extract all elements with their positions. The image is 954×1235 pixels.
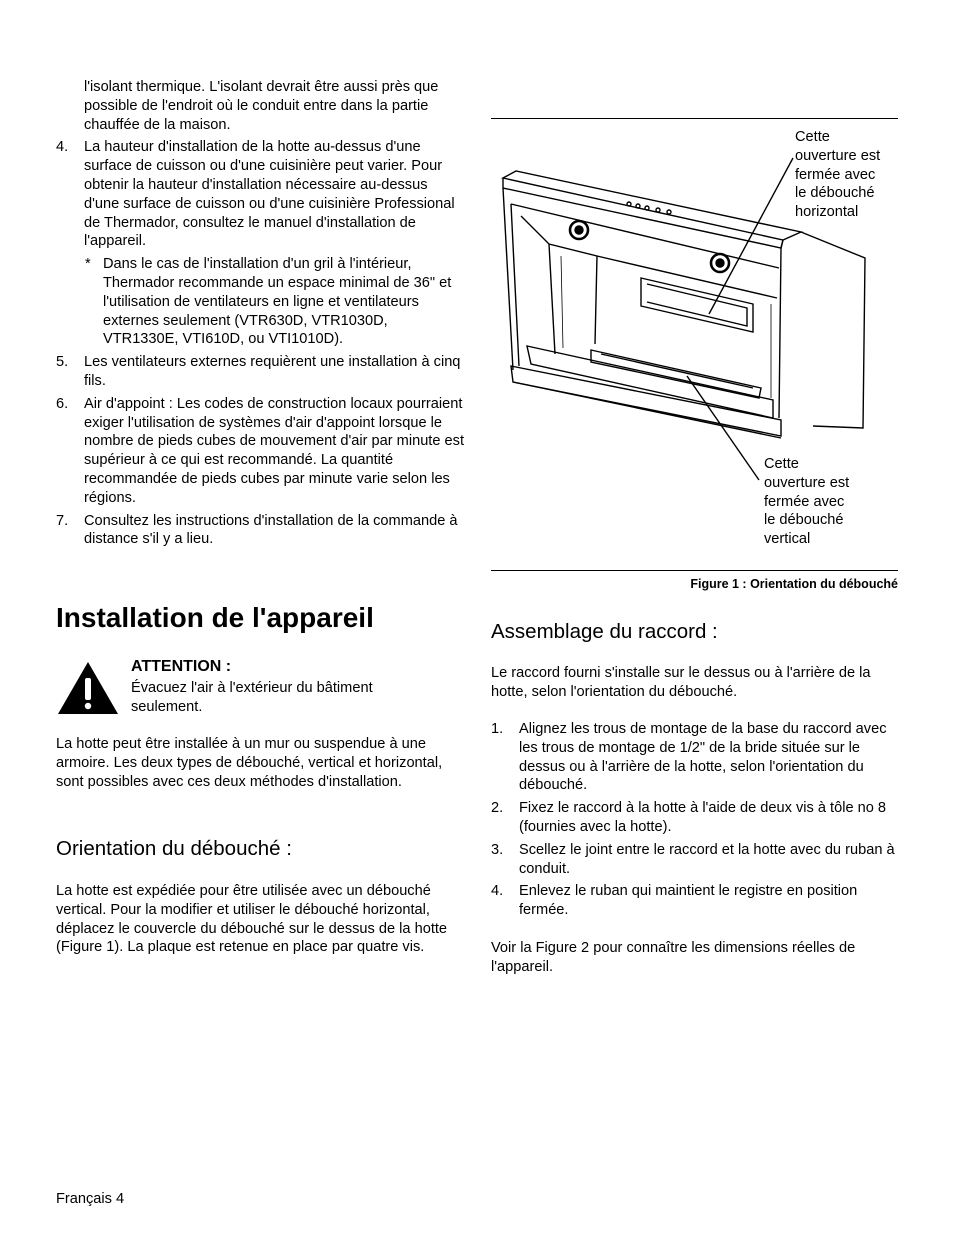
warning-icon (56, 660, 120, 716)
list-item-1 (491, 720, 898, 795)
install-paragraph: La hotte peut être installée à un mur ou suspendue à une armoire. Les deux types de débouché, vertical et horizontal, sont possibles avec ces deux méthodes d'installation. (56, 736, 443, 790)
callout-line: Cette (764, 456, 799, 472)
list-number: 7. (56, 512, 69, 529)
section-heading-orientation: Orientation du débouché : (56, 837, 292, 860)
list-text: Consultez les instructions d'installation de la commande à distance s'il y a lieu. (84, 512, 458, 548)
warning-text: Évacuez l'air à l'extérieur du bâtiment seulement. (131, 680, 373, 715)
list-text: Fixez le raccord à la hotte à l'aide de deux vis à tôle no 8 (fournies avec la hotte). (519, 800, 887, 835)
callout-line: le débouché (764, 512, 844, 529)
warning-box (56, 658, 464, 714)
list-item-3 (491, 841, 898, 879)
list-item-4 (491, 882, 898, 920)
assembly-outro: Voir la Figure 2 pour connaître les dimensions réelles de l'appareil. (491, 940, 856, 975)
callout-line: ouverture est (764, 474, 850, 491)
warning-title: ATTENTION : (131, 658, 232, 675)
figure-caption: Figure 1 : Orientation du débouché (690, 577, 898, 591)
callout-line: Cette (795, 129, 830, 145)
callout-line: ouverture est (795, 147, 881, 164)
list-item-2 (491, 799, 898, 837)
assembly-list (491, 716, 898, 920)
note-asterisk: * (85, 256, 91, 273)
list-item-5 (56, 353, 464, 391)
list-text: Scellez le joint entre le raccord et la hotte avec du ruban à conduit. (519, 841, 895, 877)
list-number: 4. (56, 139, 69, 156)
figure-bottom-rule (491, 570, 898, 571)
list-number: 3. (491, 841, 504, 858)
callout-line: fermée avec (764, 493, 845, 510)
left-column-list (56, 78, 464, 549)
list-number: 4. (491, 883, 504, 900)
orientation-paragraph: La hotte est expédiée pour être utilisée avec un débouché vertical. Pour la modifier et utiliser le débouché horizontal, déplacez le couvercle du débouché sur le dessus de la hotte (Figure 1). La plaque est retenue en place par quatre vis. (56, 883, 448, 956)
list-text: La hauteur d'installation de la hotte au-dessus d'une surface de cuisson ou d'une cuisinière peut varier. Pour obtenir la hauteur d'installation nécessaire au-dessus d'une surface de cuisson ou d'une cuisinière Professional de Thermador, consultez le manuel d'installation de l'appareil. (84, 139, 455, 250)
list-text: Alignez les trous de montage de la base du raccord avec les trous de montage de 1/2" de la bride située sur le dessus ou à l'arrière de la hotte, selon l'orientation du débouché. (519, 721, 887, 794)
callout-horizontal (795, 128, 880, 222)
list-item-6 (56, 395, 464, 508)
list-number: 2. (491, 800, 504, 817)
page-title: Installation de l'appareil (56, 602, 374, 633)
callout-line: le débouché (795, 185, 875, 202)
callout-line: fermée avec (795, 166, 876, 183)
list-number: 6. (56, 395, 69, 412)
list-text: Les ventilateurs externes requièrent une installation à cinq fils. (84, 354, 461, 389)
note-item (56, 255, 464, 349)
callout-vertical (764, 455, 849, 549)
section-heading-assembly: Assemblage du raccord : (491, 620, 718, 643)
list-number: 5. (56, 354, 69, 371)
page-footer: Français 4 (56, 1191, 125, 1207)
list-text: Enlevez le ruban qui maintient le registre en position fermée. (519, 883, 858, 919)
assembly-intro: Le raccord fourni s'installe sur le dessus ou à l'arrière de la hotte, selon l'orientation du débouché. (491, 665, 871, 700)
callout-line: horizontal (795, 204, 859, 221)
list-text: Air d'appoint : Les codes de construction locaux pourraient exiger l'utilisation de systèmes d'air d'appoint lorsque le nombre de pieds cubes de mouvement d'air par minute est supérieur à ce qui est recommandé. La quantité recommandée de pieds cubes par minute varie selon les régions. (84, 395, 465, 506)
list-number: 1. (491, 721, 504, 737)
note-text: Dans le cas de l'installation d'un gril à l'intérieur, Thermador recommande un espace minimal de 36" et l'utilisation de ventilateurs en ligne et ventilateurs externes seulement (VTR630D, VTR1030D, VTR1330E, VTI610D, ou VTI1010D). (103, 256, 452, 348)
continuation-paragraph: l'isolant thermique. L'isolant devrait être aussi près que possible de l'endroit où le conduit entre dans la partie chauffée de la maison. (84, 79, 439, 133)
callout-line: vertical (764, 531, 811, 548)
list-item-4 (56, 138, 464, 251)
list-item-7 (56, 512, 464, 550)
